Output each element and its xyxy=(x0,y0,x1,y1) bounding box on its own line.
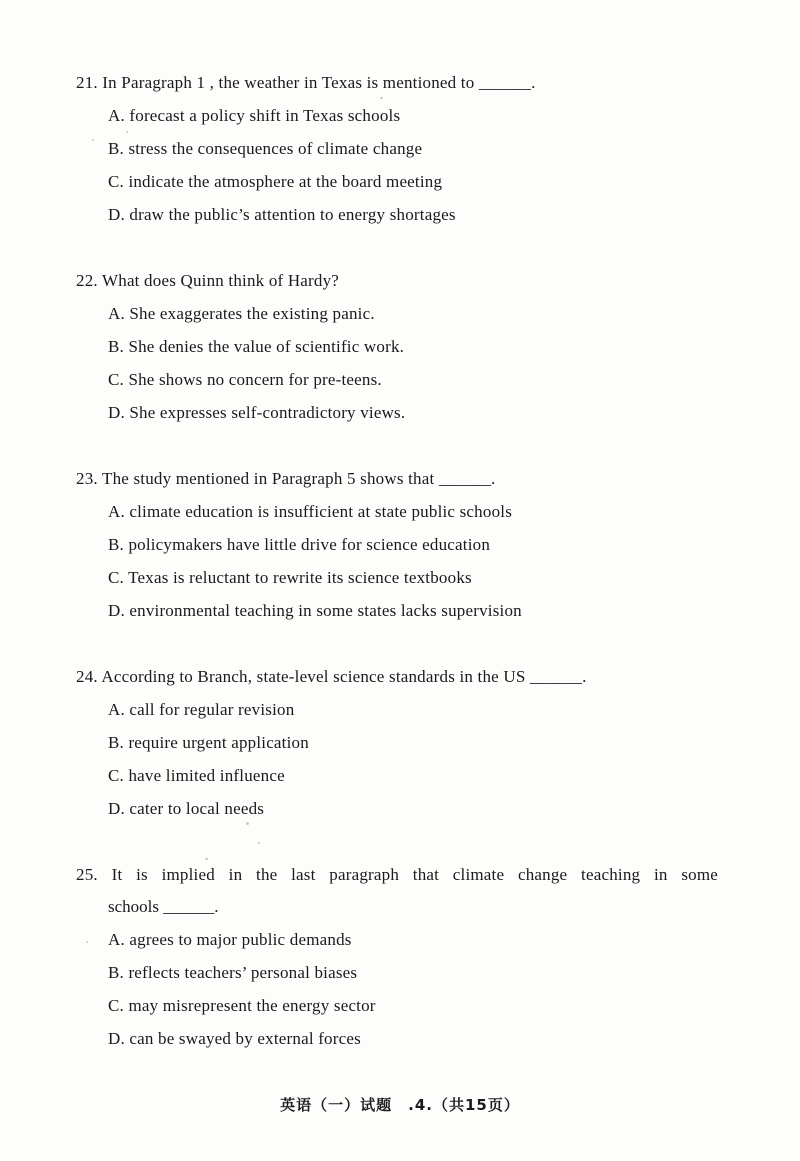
option-c: C. Texas is reluctant to rewrite its science textbooks xyxy=(108,568,472,587)
scan-speck xyxy=(205,858,208,860)
option-a: A. agrees to major public demands xyxy=(108,930,352,949)
option-d: D. environmental teaching in some states lacks supervision xyxy=(108,601,522,620)
scan-speck xyxy=(92,139,94,141)
option-d: D. draw the public’s attention to energy shortages xyxy=(108,205,456,224)
option-d: D. She expresses self-contradictory views. xyxy=(108,403,406,422)
question-stem-continuation: schools ______. xyxy=(108,897,219,916)
scan-speck xyxy=(380,97,383,99)
option-a: A. forecast a policy shift in Texas schools xyxy=(108,106,401,125)
option-c: C. have limited influence xyxy=(108,766,285,785)
scan-speck xyxy=(246,822,249,825)
scan-speck xyxy=(258,842,260,844)
question-stem: 25. It is implied in the last paragraph that climate change teaching in some xyxy=(76,865,718,884)
question-stem: 24. According to Branch, state-level science standards in the US ______. xyxy=(76,667,587,686)
option-a: A. She exaggerates the existing panic. xyxy=(108,304,375,323)
option-b: B. policymakers have little drive for science education xyxy=(108,535,491,554)
option-b: B. stress the consequences of climate change xyxy=(108,139,423,158)
option-b: B. reflects teachers’ personal biases xyxy=(108,963,358,982)
page-footer: 英语（一）试题 .4.（共15页） xyxy=(280,1096,520,1114)
scan-speck xyxy=(86,941,88,943)
question-stem: 23. The study mentioned in Paragraph 5 shows that ______. xyxy=(76,469,496,488)
option-a: A. call for regular revision xyxy=(108,700,295,719)
scan-speck xyxy=(126,131,128,133)
question-stem: 22. What does Quinn think of Hardy? xyxy=(76,271,340,290)
option-c: C. indicate the atmosphere at the board meeting xyxy=(108,172,443,191)
question-stem: 21. In Paragraph 1 , the weather in Texas is mentioned to ______. xyxy=(76,73,536,92)
option-b: B. require urgent application xyxy=(108,733,309,752)
option-b: B. She denies the value of scientific work. xyxy=(108,337,405,356)
option-d: D. cater to local needs xyxy=(108,799,265,818)
option-c: C. may misrepresent the energy sector xyxy=(108,996,376,1015)
option-a: A. climate education is insufficient at state public schools xyxy=(108,502,513,521)
option-c: C. She shows no concern for pre-teens. xyxy=(108,370,382,389)
option-d: D. can be swayed by external forces xyxy=(108,1029,361,1048)
